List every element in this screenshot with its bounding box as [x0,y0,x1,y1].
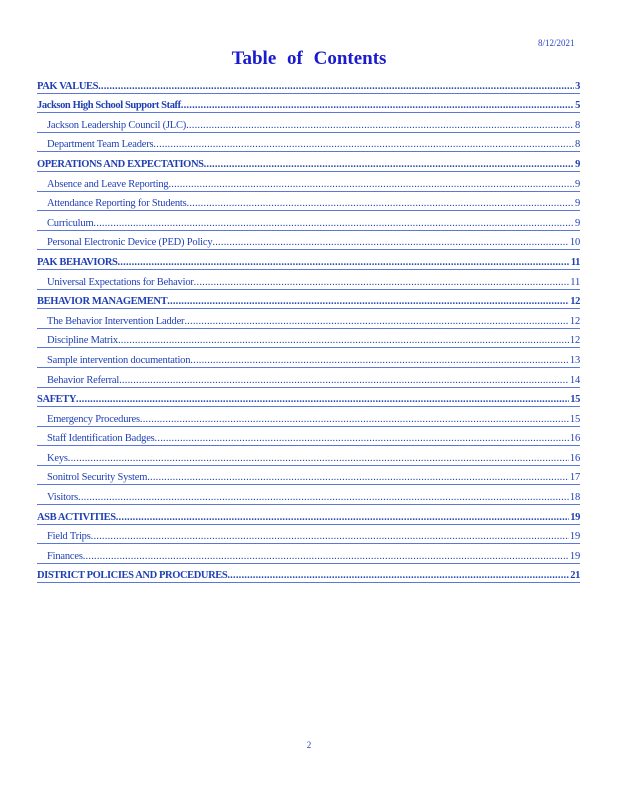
toc-entry[interactable] [37,348,580,368]
toc-entry[interactable] [37,113,580,133]
toc-page-number: 8 [574,119,580,131]
toc-entry[interactable] [37,211,580,231]
toc-page-number: 5 [575,100,580,112]
toc-label: Sonitrol Security System [47,472,148,484]
toc-label: Department Team Leaders [47,139,154,151]
toc-page-number: 19 [569,531,580,543]
toc-entry[interactable] [37,388,580,408]
toc-label: Absence and Leave Reporting [47,178,169,190]
toc-entry[interactable] [37,329,580,349]
toc-page-number: 21 [570,570,580,582]
header-date: 8/12/2021 [538,38,575,48]
toc-label: Discipline Matrix [47,335,118,347]
toc-entry[interactable] [37,564,580,584]
toc-page-number: 18 [569,492,580,504]
toc-page-number: 11 [570,256,580,268]
toc-entry[interactable] [37,133,580,153]
toc-page-number: 16 [569,452,580,464]
toc-page-number: 16 [569,433,580,445]
toc-label: Jackson High School Support Staff [37,100,181,112]
page-title: Table of Contents [231,48,387,69]
toc-entry[interactable] [37,485,580,505]
table-of-contents [37,74,580,583]
toc-label: Curriculum [47,217,94,229]
toc-page-number: 12 [569,335,580,347]
toc-page-number: 12 [570,296,580,308]
toc-label: SAFETY [37,394,77,406]
toc-page-number: 12 [569,315,580,327]
toc-label: PAK BEHAVIORS [37,256,118,268]
toc-entry[interactable] [37,368,580,388]
toc-label: Staff Identification Badges [47,433,155,445]
toc-page-number: 9 [574,178,580,190]
toc-page-number: 14 [569,374,580,386]
toc-page-number: 9 [575,158,580,170]
toc-label: Jackson Leadership Council (JLC) [47,119,187,131]
toc-page-number: 15 [570,394,580,406]
toc-entry[interactable] [37,525,580,545]
toc-label: Attendance Reporting for Students [47,198,187,210]
toc-page-number: 13 [569,354,580,366]
toc-entry[interactable] [37,446,580,466]
toc-page-number: 3 [575,80,580,92]
toc-label: The Behavior Intervention Ladder [47,315,185,327]
toc-page-number: 15 [569,413,580,425]
toc-label: Keys [47,452,68,464]
toc-entry[interactable] [37,427,580,447]
toc-entry[interactable] [37,407,580,427]
toc-page-number: 9 [574,198,580,210]
toc-entry[interactable] [37,74,580,94]
toc-label: ASB ACTIVITIES [37,511,116,523]
toc-entry[interactable] [37,94,580,114]
toc-page-number: 8 [574,139,580,151]
toc-entry[interactable] [37,466,580,486]
toc-label: Finances [47,550,83,562]
toc-label: Personal Electronic Device (PED) Policy [47,237,213,249]
toc-page-number: 9 [574,217,580,229]
toc-entry[interactable] [37,505,580,525]
toc-label: Behavior Referral [47,374,120,386]
toc-label: DISTRICT POLICIES AND PROCEDURES [37,570,228,582]
toc-entry[interactable] [37,309,580,329]
toc-entry[interactable] [37,192,580,212]
toc-page-number: 17 [569,472,580,484]
toc-page-number: 11 [570,276,580,288]
toc-entry[interactable] [37,270,580,290]
toc-page-number: 10 [569,237,580,249]
toc-label: PAK VALUES [37,80,99,92]
toc-page-number: 19 [569,550,580,562]
toc-entry[interactable] [37,290,580,310]
toc-label: BEHAVIOR MANAGEMENT [37,296,168,308]
page-number: 2 [306,740,312,750]
toc-label: OPERATIONS AND EXPECTATIONS [37,158,204,170]
toc-entry[interactable] [37,152,580,172]
toc-label: Visitors [47,492,79,504]
toc-label: Universal Expectations for Behavior [47,276,194,288]
toc-entry[interactable] [37,250,580,270]
toc-entry[interactable] [37,544,580,564]
toc-label: Sample intervention documentation [47,354,191,366]
toc-label: Emergency Procedures [47,413,140,425]
toc-entry[interactable] [37,172,580,192]
toc-entry[interactable] [37,231,580,251]
toc-page-number: 19 [570,511,580,523]
toc-label: Field Trips [47,531,91,543]
